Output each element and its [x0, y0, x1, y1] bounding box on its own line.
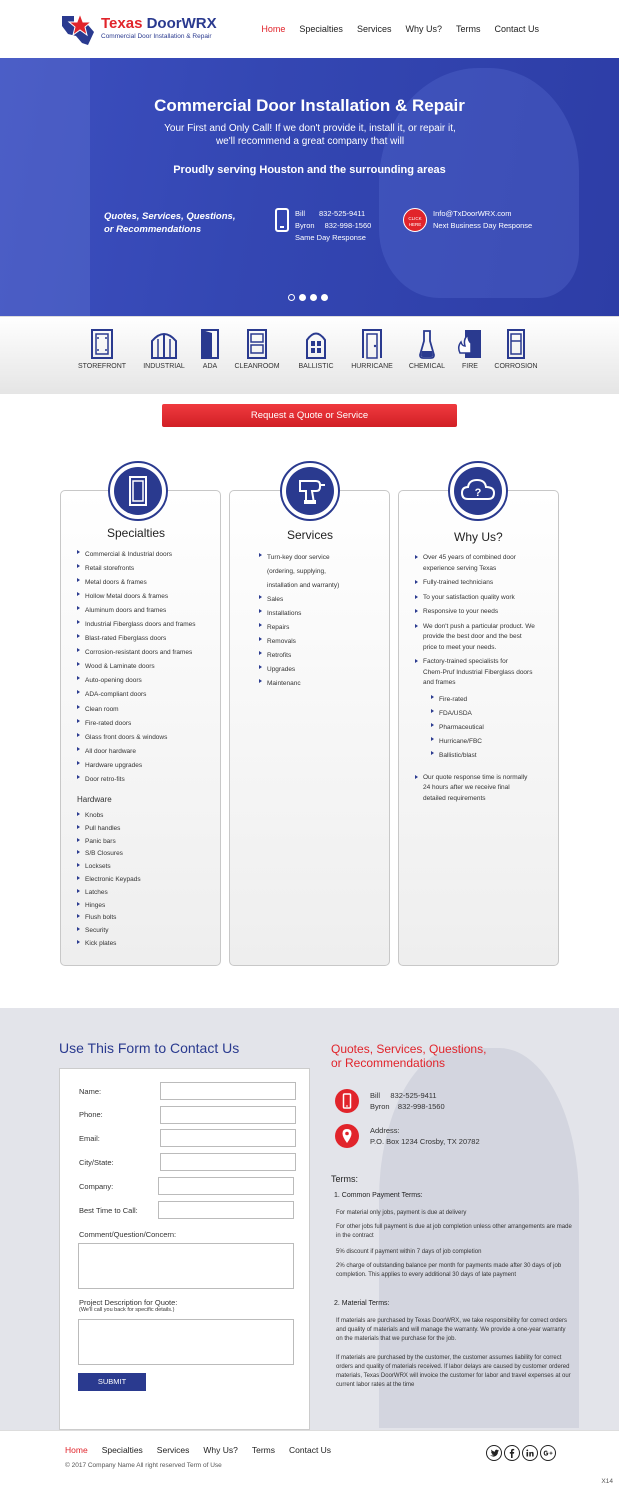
- list-item: Blast-rated Fiberglass doors: [77, 632, 221, 646]
- terms-heading-material: 2. Material Terms:: [334, 1300, 390, 1307]
- category-label: ADA: [202, 363, 218, 370]
- why-us-list: [415, 553, 555, 689]
- footer: [0, 1430, 619, 1500]
- category-label: FIRE: [462, 363, 478, 370]
- list-item: Corrosion-resistant doors and frames: [77, 646, 221, 660]
- location-pin-icon: [335, 1124, 359, 1148]
- why-p7-line-3: detailed requirements: [423, 794, 486, 802]
- hero-banner: [0, 58, 619, 316]
- carousel-dot-2[interactable]: [299, 294, 306, 301]
- list-item: Retail storefronts: [77, 562, 221, 576]
- corrosion-door-icon: [506, 329, 526, 359]
- list-item: Metal doors & frames: [77, 576, 221, 590]
- list-item: S/B Closures: [77, 848, 221, 861]
- specialties-title: Specialties: [107, 526, 166, 540]
- hero-subtitle: [120, 122, 500, 148]
- list-item: Kick plates: [77, 938, 221, 951]
- footer-nav-specialties[interactable]: Specialties: [101, 1445, 143, 1455]
- phone-label: Phone:: [79, 1110, 103, 1119]
- corner-mark: X14: [601, 1478, 613, 1485]
- category-chemical[interactable]: [406, 329, 448, 370]
- why-us-title: Why Us?: [454, 530, 503, 544]
- services-first-line-2: (ordering, supplying,: [267, 568, 326, 575]
- carousel-dot-3[interactable]: [310, 294, 317, 301]
- contact-phone-bill[interactable]: Bill 832-525-9411: [370, 1091, 437, 1100]
- carousel-dot-1[interactable]: [288, 294, 295, 301]
- twitter-glyph: [487, 1446, 501, 1460]
- contact-2-name: Byron: [295, 221, 315, 230]
- services-list: [259, 551, 387, 691]
- list-item: Knobs: [77, 810, 221, 823]
- category-label: CLEANROOM: [234, 363, 280, 370]
- nav-terms[interactable]: Terms: [455, 24, 481, 34]
- phone-response-time: Same Day Response: [295, 233, 366, 242]
- category-label: STOREFRONT: [77, 363, 127, 370]
- why-p7-line-1: Our quote response time is normally: [423, 773, 528, 781]
- mobile-phone-icon: [335, 1089, 359, 1113]
- list-item: FDA/USDA: [431, 707, 555, 721]
- category-industrial[interactable]: [140, 329, 188, 370]
- list-item: Repairs: [259, 621, 387, 635]
- specialties-badge: [108, 461, 168, 521]
- contact-address: [370, 1125, 480, 1147]
- email-label: Email:: [79, 1134, 100, 1143]
- svg-text:?: ?: [474, 487, 482, 499]
- list-item: Fire-rated doors: [77, 717, 221, 731]
- company-label: Company:: [79, 1182, 114, 1191]
- list-item: Responsive to your needs: [415, 607, 555, 618]
- services-first-line-3: installation and warranty): [267, 582, 340, 589]
- contact-1-phone[interactable]: 832-525-9411: [319, 209, 366, 218]
- why-us-badge: [448, 461, 508, 521]
- industrial-door-icon: [150, 329, 178, 359]
- email-response-time: Next Business Day Response: [433, 221, 533, 230]
- hardware-title: Hardware: [77, 795, 112, 804]
- best-time-label: Best Time to Call:: [79, 1206, 138, 1215]
- phone-input[interactable]: [160, 1106, 296, 1124]
- terms-payment-4: 2% charge of outstanding balance per month for payments made after 30 days of job completion. This applies to every additional 30 days of late payment: [336, 1263, 562, 1278]
- list-item: Pharmaceutical: [431, 721, 555, 735]
- list-item: Electronic Keypads: [77, 874, 221, 887]
- category-label: CHEMICAL: [408, 363, 446, 370]
- facebook-icon[interactable]: [504, 1445, 520, 1461]
- contact-info-title: [331, 1042, 486, 1070]
- specialties-badge-circle: [114, 467, 162, 515]
- why-p1-line-2: experience serving Texas: [423, 564, 497, 572]
- list-item: Industrial Fiberglass doors and frames: [77, 618, 221, 632]
- services-badge-circle: [286, 467, 334, 515]
- list-item: Door retro-fits: [77, 773, 221, 787]
- list-item: Installations: [259, 607, 387, 621]
- ballistic-door-icon: [305, 329, 327, 359]
- email-input[interactable]: [160, 1129, 296, 1147]
- logo-word-doorwrx: DoorWRX: [146, 15, 217, 32]
- category-strip: [0, 316, 619, 394]
- linkedin-icon[interactable]: [522, 1445, 538, 1461]
- request-quote-button[interactable]: Request a Quote or Service: [162, 404, 457, 427]
- nav-contact-us[interactable]: Contact Us: [494, 24, 539, 34]
- company-input[interactable]: [158, 1177, 294, 1195]
- list-item: Upgrades: [259, 663, 387, 677]
- services-first-line-1: Turn-key door service: [267, 554, 330, 561]
- category-cleanroom[interactable]: [231, 329, 283, 370]
- fire-door-icon: [457, 329, 483, 359]
- nav-home[interactable]: Home: [261, 24, 286, 34]
- why-p6-line-1: Factory-trained specialists for: [423, 658, 508, 665]
- click-here-button[interactable]: [403, 208, 427, 232]
- list-item: Sales: [259, 593, 387, 607]
- category-label: BALLISTIC: [298, 363, 334, 370]
- list-item: Auto-opening doors: [77, 674, 221, 688]
- logo-word-texas: Texas: [101, 15, 143, 32]
- list-item: Maintenanc: [259, 677, 387, 691]
- ada-door-icon: [200, 329, 220, 359]
- city-state-input[interactable]: [160, 1153, 296, 1171]
- footer-nav-terms[interactable]: Terms: [251, 1445, 276, 1455]
- hurricane-door-icon: [361, 329, 383, 359]
- list-item: Hurricane/FBC: [431, 735, 555, 749]
- address-value: P.O. Box 1234 Crosby, TX 20782: [370, 1137, 480, 1146]
- list-item: Hinges: [77, 900, 221, 913]
- terms-payment-1: For material only jobs, payment is due at delivery: [336, 1210, 467, 1216]
- power-drill-icon: [286, 467, 334, 515]
- list-item: Fire-rated: [431, 693, 555, 707]
- hero-title: Commercial Door Installation & Repair: [154, 96, 465, 115]
- list-item: Hardware upgrades: [77, 759, 221, 773]
- comment-label: Comment/Question/Concern:: [79, 1230, 177, 1239]
- why-p5-line-1: We don't push a particular product. We: [423, 622, 535, 630]
- list-item: Latches: [77, 887, 221, 900]
- phone-icon: [275, 208, 289, 232]
- list-item: Retrofits: [259, 649, 387, 663]
- carousel-dots: [288, 294, 328, 301]
- list-item: Pull handles: [77, 823, 221, 836]
- hero-email-contact: [433, 208, 532, 232]
- list-item: Hollow Metal doors & frames: [77, 590, 221, 604]
- logo[interactable]: [58, 12, 228, 48]
- why-us-list-end: [415, 773, 555, 805]
- contact-info-title-line-1: Quotes, Services, Questions,: [331, 1042, 487, 1056]
- services-badge: [280, 461, 340, 521]
- main-nav: [261, 24, 539, 34]
- texas-star-logo-icon: [58, 12, 98, 48]
- list-item: Panic bars: [77, 836, 221, 849]
- contact-form: [59, 1068, 310, 1430]
- list-item: Flush bolts: [77, 912, 221, 925]
- hero-email-link[interactable]: Info@TxDoorWRX.com: [433, 209, 512, 218]
- terms-payment-3: 5% discount if payment within 7 days of job completion: [336, 1249, 482, 1255]
- click-here-line-2: HERE: [408, 222, 422, 227]
- category-fire[interactable]: [456, 329, 484, 370]
- nav-why-us[interactable]: Why Us?: [405, 24, 442, 34]
- google-plus-glyph: [541, 1446, 555, 1460]
- hero-service-area: Proudly serving Houston and the surrounding areas: [173, 164, 446, 176]
- why-p1-line-1: Over 45 years of combined door: [423, 554, 516, 561]
- list-item: [259, 551, 387, 593]
- why-p6-line-2: Chem-Pruf Industrial Fiberglass doors: [423, 668, 533, 676]
- why-p5-line-3: price to meet your needs.: [423, 643, 497, 651]
- facebook-glyph: [505, 1446, 519, 1460]
- name-input[interactable]: [160, 1082, 296, 1100]
- footer-nav: [65, 1445, 331, 1455]
- best-time-input[interactable]: [158, 1201, 294, 1219]
- terms-material-1: If materials are purchased by Texas DoorWRX, we take responsibility for correct orders and quality of materials and will manage the warranty. We provide a one-year warranty on the materials that we purchase for the job.: [336, 1318, 567, 1342]
- nav-specialties[interactable]: Specialties: [299, 24, 343, 34]
- question-cloud-icon: [454, 467, 502, 515]
- category-label: INDUSTRIAL: [143, 363, 185, 370]
- city-state-label: City/State:: [79, 1158, 114, 1167]
- list-item: Glass front doors & windows: [77, 731, 221, 745]
- terms-title: Terms:: [331, 1174, 358, 1184]
- name-label: Name:: [79, 1087, 102, 1096]
- carousel-dot-4[interactable]: [321, 294, 328, 301]
- list-item: All door hardware: [77, 745, 221, 759]
- address-label: Address:: [370, 1126, 400, 1135]
- logo-wordmark: [101, 15, 217, 32]
- hero-quote-line-1: Quotes, Services, Questions,: [104, 211, 236, 222]
- header: [0, 0, 619, 58]
- why-us-badge-circle: [454, 467, 502, 515]
- storefront-door-icon: [90, 329, 114, 359]
- category-ada[interactable]: [198, 329, 222, 370]
- project-note: (We'll call you back for specific details.): [79, 1307, 175, 1313]
- why-p5-line-2: provide the best door and the best: [423, 633, 522, 640]
- hero-subtitle-line-2: we'll recommend a great company that will: [215, 136, 405, 147]
- twitter-icon[interactable]: [486, 1445, 502, 1461]
- linkedin-glyph: [523, 1446, 537, 1460]
- list-item: [415, 622, 555, 654]
- list-item: Aluminum doors and frames: [77, 604, 221, 618]
- list-item: Security: [77, 925, 221, 938]
- terms-material-2: If materials are purchased by the customer, the customer assumes liability for correct orders and quality of materials received. If labor delays are caused by customer ordered materials, Texas DoorWRX will invoice the customer for labor and travel expenses at our current labor rates at the time: [336, 1355, 571, 1388]
- google-plus-icon[interactable]: [540, 1445, 556, 1461]
- list-item: Locksets: [77, 861, 221, 874]
- click-here-line-1: CLICK: [408, 216, 422, 221]
- category-hurricane[interactable]: [347, 329, 397, 370]
- specialties-list: [77, 548, 221, 787]
- terms-heading-payment: 1. Common Payment Terms:: [334, 1192, 423, 1199]
- chemical-flask-icon: [418, 329, 436, 359]
- hero-quote-heading: [104, 210, 264, 236]
- project-label: Project Description for Quote:: [79, 1298, 178, 1307]
- contact-form-title: Use This Form to Contact Us: [59, 1040, 240, 1056]
- phone-glyph: [335, 1089, 359, 1113]
- project-textarea[interactable]: [78, 1319, 294, 1365]
- pin-glyph: [335, 1124, 359, 1148]
- list-item: [415, 657, 555, 689]
- hero-subtitle-line-1: Your First and Only Call! If we don't provide it, install it, or repair it,: [164, 123, 456, 134]
- hero-phone-contacts: [295, 208, 371, 244]
- category-label: CORROSION: [494, 363, 538, 370]
- submit-button[interactable]: SUBMIT: [78, 1373, 146, 1391]
- footer-nav-home[interactable]: Home: [65, 1445, 88, 1455]
- contact-phones: [370, 1090, 445, 1112]
- why-us-content: [415, 553, 555, 804]
- list-item: Fully-trained technicians: [415, 578, 555, 589]
- list-item: To your satisfaction quality work: [415, 593, 555, 604]
- copyright: © 2017 Company Name All right reserved Term of Use: [65, 1462, 222, 1469]
- services-title: Services: [287, 528, 334, 542]
- category-storefront[interactable]: [76, 329, 128, 370]
- list-item: Wood & Laminate doors: [77, 660, 221, 674]
- category-label: HURRICANE: [351, 363, 393, 370]
- footer-nav-services[interactable]: Services: [156, 1445, 190, 1455]
- cleanroom-door-icon: [246, 329, 268, 359]
- hero-quote-line-2: or Recommendations: [104, 224, 202, 235]
- list-item: Ballistic/blast: [431, 749, 555, 763]
- category-corrosion[interactable]: [492, 329, 540, 370]
- contact-2-phone[interactable]: 832-998-1560: [324, 221, 372, 230]
- why-us-sublist: [431, 693, 555, 763]
- list-item: [415, 773, 555, 805]
- contact-section: [0, 1008, 619, 1430]
- list-item: Removals: [259, 635, 387, 649]
- why-p6-line-3: and frames: [423, 679, 456, 686]
- terms-payment-2: For other jobs full payment is due at job completion unless other arrangements are made in the contract: [336, 1224, 572, 1239]
- list-item: Clean room: [77, 703, 221, 717]
- contact-phone-byron[interactable]: Byron 832-998-1560: [370, 1102, 445, 1111]
- door-panel-icon: [114, 467, 162, 515]
- list-item: Commercial & Industrial doors: [77, 548, 221, 562]
- nav-services[interactable]: Services: [356, 24, 392, 34]
- contact-1-name: Bill: [295, 209, 306, 218]
- list-item: [415, 553, 555, 574]
- why-p7-line-2: 24 hours after we receive final: [423, 784, 510, 791]
- footer-nav-why-us[interactable]: Why Us?: [203, 1445, 238, 1455]
- contact-info-title-line-2: or Recommendations: [331, 1056, 446, 1070]
- footer-nav-contact-us[interactable]: Contact Us: [289, 1445, 332, 1455]
- hardware-list: [77, 810, 221, 951]
- comment-textarea[interactable]: [78, 1243, 294, 1289]
- logo-tagline: Commercial Door Installation & Repair: [101, 33, 212, 40]
- category-ballistic[interactable]: [295, 329, 337, 370]
- list-item: ADA-compliant doors: [77, 688, 221, 702]
